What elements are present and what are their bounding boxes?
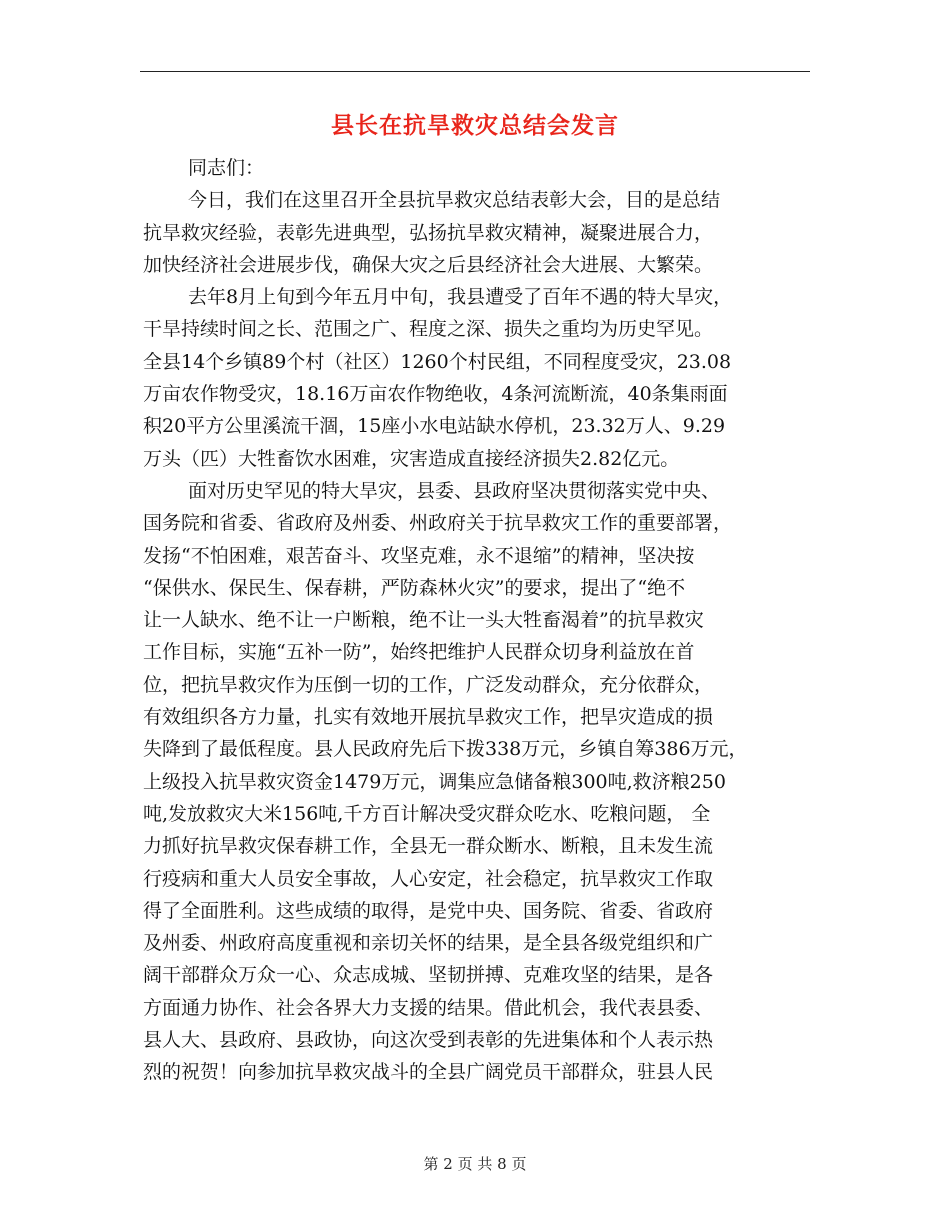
paragraph-line: 位，把抗旱救灾作为压倒一切的工作，广泛发动群众，充分依群众， — [143, 673, 714, 696]
page-footer: 第 2 页 共 8 页 — [423, 1155, 527, 1173]
paragraph-line: 县人大、县政府、县政协，向这次受到表彰的先进集体和个人表示热 — [143, 1029, 714, 1052]
paragraph-line: 今日，我们在这里召开全县抗旱救灾总结表彰大会，目的是总结 — [188, 189, 721, 212]
paragraph-line: 国务院和省委、省政府及州委、州政府关于抗旱救灾工作的重要部署， — [143, 512, 733, 535]
document-body — [143, 152, 823, 1089]
salutation-line: 同志们： — [188, 157, 265, 179]
paragraph-line: 力抓好抗旱救灾保春耕工作，全县无一群众断水、断粮，且未发生流 — [143, 835, 714, 858]
paragraph-line: 全县14个乡镇89个村（社区）1260个村民组，不同程度受灾，23.08 — [143, 350, 732, 373]
paragraph-line: 方面通力协作、社会各界大力支援的结果。借此机会，我代表县委、 — [143, 996, 714, 1019]
paragraph-line: 得了全面胜利。这些成绩的取得，是党中央、国务院、省委、省政府 — [143, 899, 714, 922]
paragraph-line: 万头（匹）大牲畜饮水困难，灾害造成直接经济损失2.82亿元。 — [143, 447, 680, 470]
paragraph-line: 去年8月上旬到今年五月中旬，我县遭受了百年不遇的特大旱灾， — [188, 286, 733, 309]
paragraph-line: 工作目标，实施“五补一防”，始终把维护人民群众切身利益放在首 — [143, 641, 695, 664]
paragraph-line: 行疫病和重大人员安全事故，人心安定，社会稳定，抗旱救灾工作取 — [143, 867, 714, 890]
paragraph-line: 发扬“不怕困难，艰苦奋斗、攻坚克难，永不退缩”的精神，坚决按 — [143, 544, 695, 567]
header-rule — [140, 71, 810, 72]
paragraph-line: 及州委、州政府高度重视和亲切关怀的结果，是全县各级党组织和广 — [143, 932, 714, 955]
paragraph-line: 失降到了最低程度。县人民政府先后下拨338万元，乡镇自筹386万元， — [143, 738, 748, 761]
paragraph-line: 阔干部群众万众一心、众志成城、坚韧拼搏、克难攻坚的结果，是各 — [143, 964, 714, 987]
paragraph-line: 加快经济社会进展步伐，确保大灾之后县经济社会大进展、大繁荣。 — [143, 253, 714, 276]
document-title: 县长在抗旱救灾总结会发言 — [331, 112, 619, 139]
paragraph-line: 有效组织各方力量，扎实有效地开展抗旱救灾工作，把旱灾造成的损 — [143, 706, 714, 729]
paragraph-line: 烈的祝贺！向参加抗旱救灾战斗的全县广阔党员干部群众，驻县人民 — [143, 1061, 714, 1084]
paragraph-line: 干旱持续时间之长、范围之广、程度之深、损失之重均为历史罕见。 — [143, 318, 714, 341]
paragraph-line: 面对历史罕见的特大旱灾，县委、县政府坚决贯彻落实党中央、 — [188, 479, 721, 502]
paragraph-line: 上级投入抗旱救灾资金1479万元，调集应急储备粮300吨,救济粮250 — [143, 770, 726, 793]
paragraph-line: 万亩农作物受灾，18.16万亩农作物绝收，4条河流断流，40条集雨面 — [143, 383, 728, 406]
paragraph-line: 让一人缺水、绝不让一户断粮，绝不让一头大牲畜渴着”的抗旱救灾 — [143, 609, 704, 632]
paragraph-line: 抗旱救灾经验，表彰先进典型，弘扬抗旱救灾精神，凝聚进展合力， — [143, 221, 714, 244]
paragraph-line: “保供水、保民生、保春耕，严防森林火灾”的要求，提出了“绝不 — [143, 576, 686, 599]
paragraph-line: 积20平方公里溪流干涸，15座小水电站缺水停机，23.32万人、9.29 — [143, 415, 726, 438]
paragraph-line: 吨,发放救灾大米156吨,千方百计解决受灾群众吃水、吃粮问题， 全 — [143, 802, 711, 825]
